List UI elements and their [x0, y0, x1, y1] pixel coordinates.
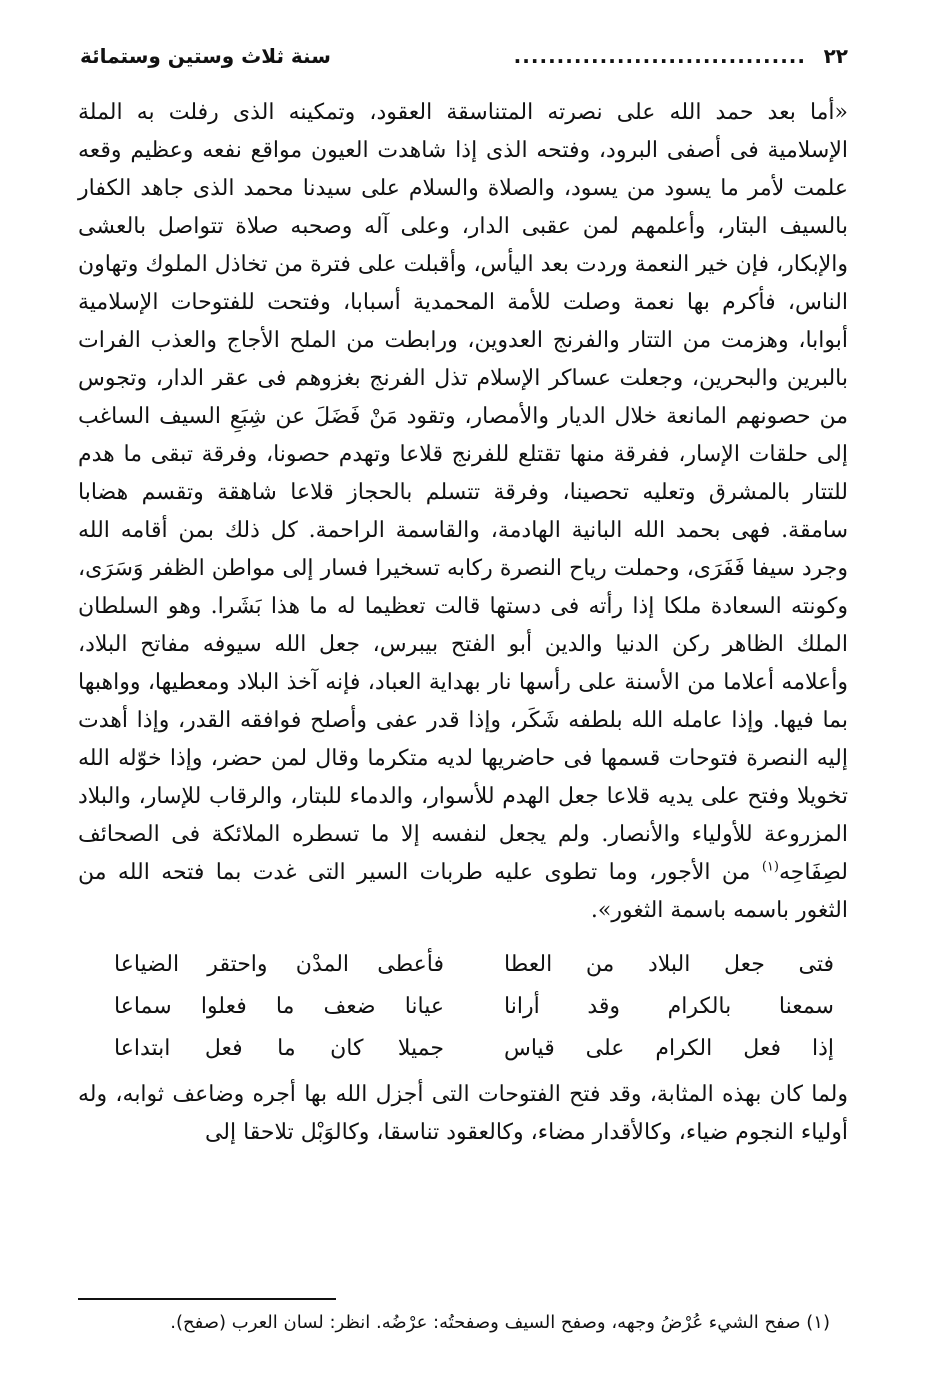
footnote-separator: [78, 1298, 336, 1300]
verse-first-hemistich: إذا فعل الكرام على قياس: [504, 1036, 834, 1061]
verse-second-hemistich: عيانا ضعف ما فعلوا سماعا: [114, 994, 444, 1019]
poem-verse: [78, 1028, 848, 1070]
poem-verse: [78, 986, 848, 1028]
main-text: [78, 94, 848, 930]
main-paragraph-end: من الأجور، وما تطوى عليه طربات السير التى غدت بما فتحه الله من الثغور باسمه باسمة الثغور».: [78, 860, 848, 923]
running-header: [78, 40, 848, 80]
book-page: [78, 40, 848, 1360]
poem-verse: [78, 944, 848, 986]
verse-first-hemistich: سمعنا بالكرام وقد أرانا: [504, 994, 834, 1019]
verse-first-hemistich: فتى جعل البلاد من العطا: [504, 952, 834, 977]
running-title: سنة ثلاث وستين وستمائة: [80, 44, 331, 68]
footnote: (١) صفح الشيء عُرْضُ وجهه، وصفح السيف وصفحتُه: عرْضُه. انظر: لسان العرب (صفح).: [170, 1312, 830, 1333]
continuation-paragraph: ولما كان بهذه المثابة، وقد فتح الفتوحات التى أجزل الله بها أجره وضاعف ثوابه، وله أولياء النجوم ضياء، وكالأقدار مضاء، وكالعقود تناسقا، وكالوَبْل تلاحقا إلى: [78, 1082, 848, 1145]
page-number: ٢٢: [823, 44, 848, 68]
main-paragraph: [78, 94, 848, 930]
footnote-reference: (١): [761, 859, 779, 875]
main-paragraph-text: «أما بعد حمد الله على نصرته المتناسقة العقود، وتمكينه الذى رفلت به الملة الإسلامية فى أصفى البرود، وفتحه الذى إذا شاهدت العيون مواقع نفعه وعظيم وقعه علمت لأمر ما يسود من يسود، والصلاة والسلام على سيدنا محمد الذى جاهد الكفار بالسيف البتار، وأعلمهم لمن عقبى الدار، وعلى آله وصحبه صلاة تتواصل بالعشى والإبكار، فإن خير النعمة وردت بعد اليأس، وأقبلت على فترة من تخاذل الملوك وتهاون الناس، فأكرم بها نعمة وصلت للأمة المحمدية أسبابا، وفتحت للفتوحات الإسلامية أبوابا، وهزمت من التتار والفرنج العدوين، ورابطت من الملح الأجاج والعذب الفرات بالبرين والبحرين، وجعلت عساكر الإسلام تذل الفرنج بغزوهم فى عقر الدار، وتجوس من حصونهم المانعة خلال الديار والأمصار، وتقود مَنْ فَضَلَ عن شِبَعِ السيف الساغب إلى حلقات الإسار، ففرقة منها تقتلع للفرنج قلاعا وتهدم حصونا، وفرقة تبقى ما هدم للتتار بالمشرق وتعليه تحصينا، وفرقة تتسلم بالحجاز قلاعا شاهقة وتقسم هضابا سامقة. فهى بحمد الله البانية الهادمة، والقاسمة الراحمة. كل ذلك بمن أقامه الله وجرد سيفا فَفَرَى، وحملت رياح النصرة ركابه تسخيرا فسار إلى مواطن الظفر وَسَرَى، وكونته السعادة ملكا إذا رأته فى دستها قالت تعظيما له ما هذا بَشَرا. وهو السلطان الملك الظاهر ركن الدنيا والدين أبو الفتح بيبرس، جعل الله سيوفه مفاتح البلاد، وأعلامه أعلاما من الأسنة على رأسها نار بهداية العباد، فإنه آخذ البلاد ومعطيها، وواهبها بما فيها. وإذا عامله الله بلطفه شَكَر، وإذا قدر عفى وأصلح فوافقه القدر، وإذا أهدت إليه النصرة فتوحات قسمها فى حاضريها لديه متكرما وقال لمن حضر، وإذا خوّله الله تخويلا وفتح على يديه قلاعا جعل الهدم للأسوار، والدماء للبتار، والرقاب للإسار، والبلاد المزروعة للأولياء والأنصار. ولم يجعل لنفسه إلا ما تسطره الملائكة فى الصحائف لصِفَاحِه: [78, 100, 848, 885]
verse-second-hemistich: جميلا كان ما فعل ابتداعا: [114, 1036, 444, 1061]
header-leader-dots: ..................................: [513, 44, 806, 68]
poem: [78, 944, 848, 1070]
verse-second-hemistich: فأعطى المدْن واحتقر الضياعا: [114, 952, 444, 977]
